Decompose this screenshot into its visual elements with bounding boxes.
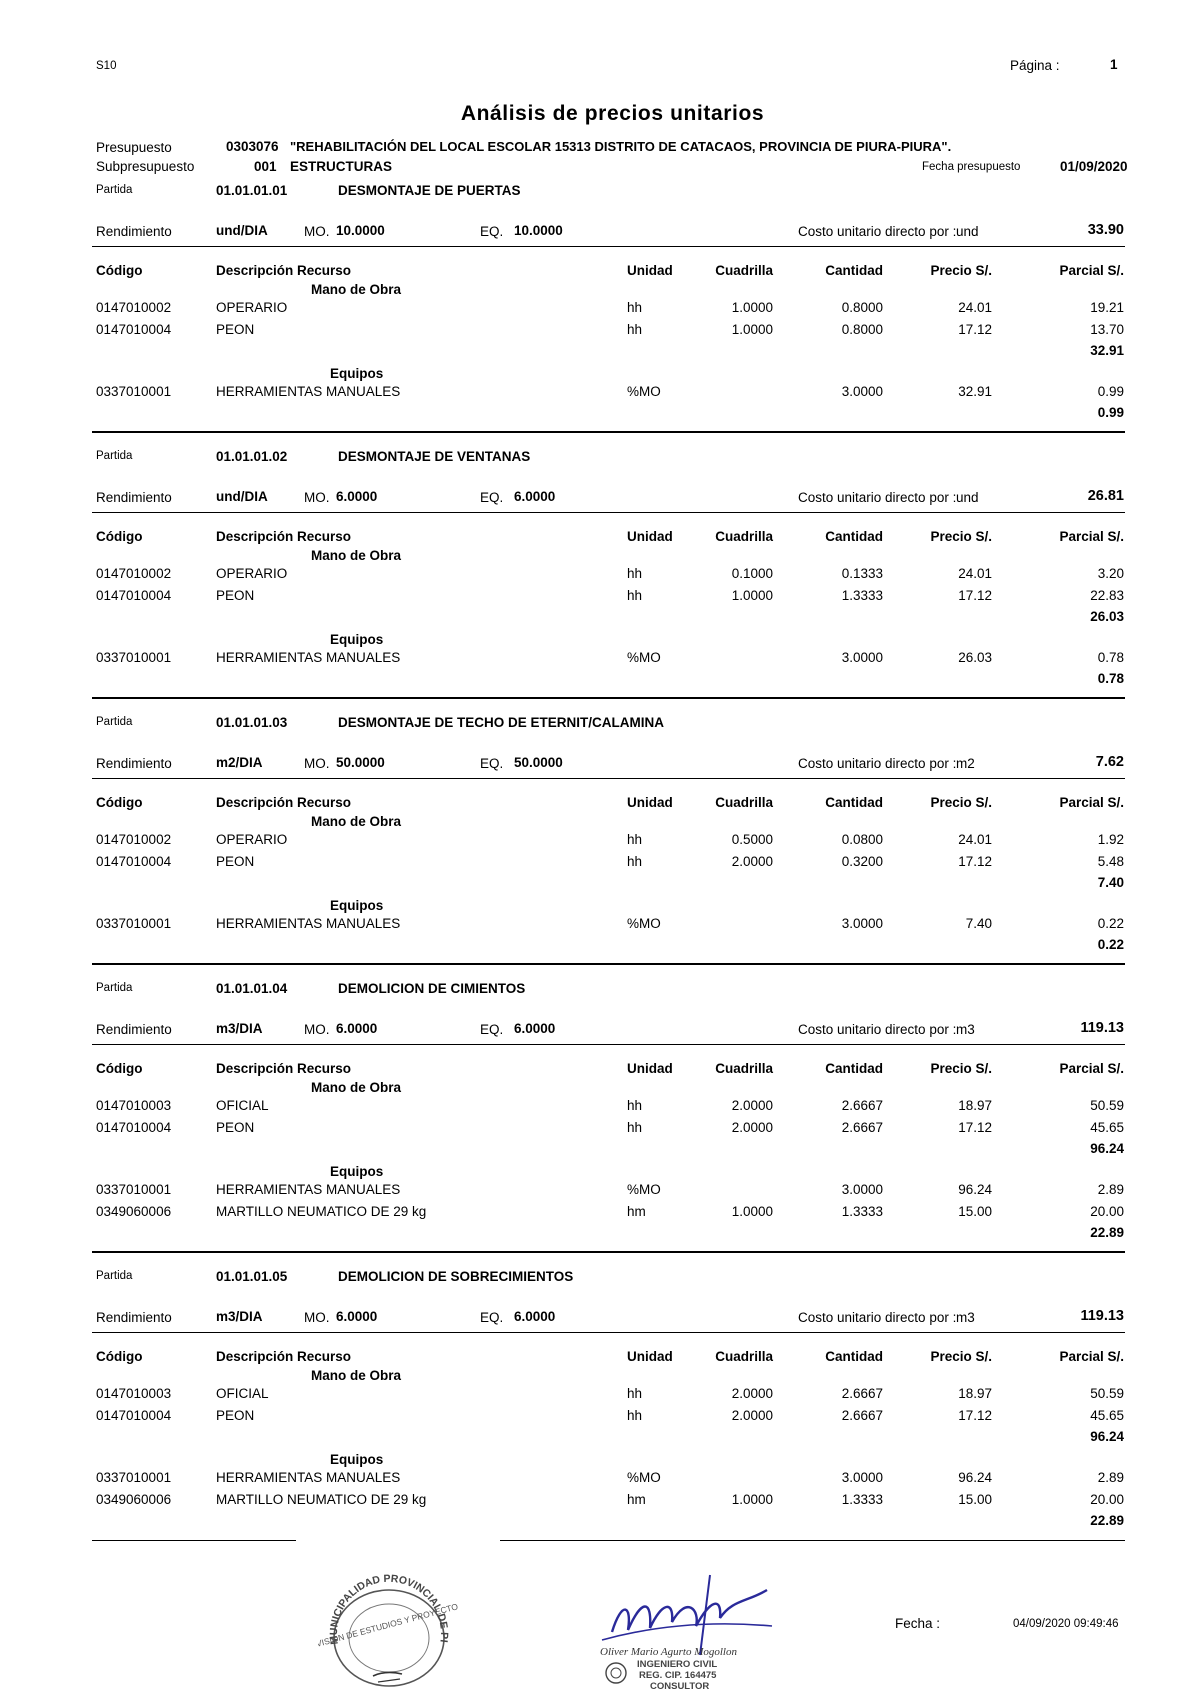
mo-label: MO. <box>304 1022 330 1037</box>
signature-block <box>592 1560 782 1692</box>
col-parcial: Parcial S/. <box>1059 263 1124 278</box>
resource-unit: hh <box>627 566 643 581</box>
resource-code: 0147010004 <box>96 322 172 337</box>
municipal-stamp <box>318 1566 458 1691</box>
group-equipos: Equipos <box>330 898 384 913</box>
resource-description: HERRAMIENTAS MANUALES <box>216 650 401 665</box>
col-codigo: Código <box>96 1061 143 1076</box>
col-cuadrilla: Cuadrilla <box>715 1349 773 1364</box>
resource-unit: hh <box>627 588 643 603</box>
rendimiento-line <box>92 1332 1125 1333</box>
resource-cantidad: 2.6667 <box>841 1120 883 1135</box>
resource-row <box>0 854 1200 872</box>
equipos-subtotal: 0.99 <box>1097 405 1124 420</box>
page-number: 1 <box>1110 57 1118 72</box>
mo-label: MO. <box>304 756 330 771</box>
mano-obra-subtotal: 96.24 <box>1090 1141 1124 1156</box>
resource-cuadrilla: 0.1000 <box>731 566 773 581</box>
resource-cuadrilla: 2.0000 <box>731 1408 773 1423</box>
eq-label: EQ. <box>480 224 504 239</box>
resource-precio: 15.00 <box>958 1204 992 1219</box>
resource-parcial: 20.00 <box>1090 1204 1124 1219</box>
resource-code: 0147010004 <box>96 1408 172 1423</box>
partida-label: Partida <box>96 1270 133 1282</box>
resource-description: HERRAMIENTAS MANUALES <box>216 1182 401 1197</box>
mano-obra-subtotal: 96.24 <box>1090 1429 1124 1444</box>
resource-unit: hh <box>627 832 643 847</box>
col-cantidad: Cantidad <box>825 263 883 278</box>
resource-cuadrilla: 1.0000 <box>731 322 773 337</box>
resource-cantidad: 3.0000 <box>841 916 883 931</box>
rendimiento-label: Rendimiento <box>96 224 172 239</box>
resource-cuadrilla: 2.0000 <box>731 1120 773 1135</box>
mano-obra-subtotal: 7.40 <box>1097 875 1124 890</box>
col-cantidad: Cantidad <box>825 795 883 810</box>
resource-row <box>0 1492 1200 1510</box>
resource-precio: 96.24 <box>958 1470 992 1485</box>
equipos-subtotal: 0.22 <box>1097 937 1124 952</box>
rendimiento-unit: m2/DIA <box>216 755 263 770</box>
resource-row <box>0 832 1200 850</box>
resource-parcial: 1.92 <box>1097 832 1124 847</box>
resource-code: 0147010002 <box>96 300 172 315</box>
rendimiento-unit: m3/DIA <box>216 1021 263 1036</box>
resource-code: 0147010002 <box>96 832 172 847</box>
resource-unit: %MO <box>627 384 661 399</box>
page-label: Página : <box>1010 58 1060 73</box>
rendimiento-label: Rendimiento <box>96 756 172 771</box>
col-cantidad: Cantidad <box>825 1061 883 1076</box>
resource-cuadrilla: 1.0000 <box>731 588 773 603</box>
resource-code: 0147010003 <box>96 1386 172 1401</box>
resource-row <box>0 916 1200 934</box>
costo-unitario-label: Costo unitario directo por : <box>798 1022 957 1037</box>
footer-line-left <box>92 1540 296 1541</box>
resource-parcial: 0.22 <box>1097 916 1124 931</box>
resource-unit: hh <box>627 1120 643 1135</box>
resource-precio: 32.91 <box>958 384 992 399</box>
resource-unit: hm <box>627 1492 646 1507</box>
rendimiento-line <box>92 512 1125 513</box>
resource-description: OPERARIO <box>216 566 288 581</box>
resource-precio: 17.12 <box>958 322 992 337</box>
eq-value: 6.0000 <box>514 1309 556 1324</box>
section-divider <box>92 963 1125 965</box>
mo-value: 6.0000 <box>336 489 378 504</box>
resource-cuadrilla: 0.5000 <box>731 832 773 847</box>
col-unidad: Unidad <box>627 263 673 278</box>
resource-cantidad: 3.0000 <box>841 384 883 399</box>
resource-code: 0147010004 <box>96 854 172 869</box>
resource-precio: 24.01 <box>958 300 992 315</box>
col-codigo: Código <box>96 529 143 544</box>
col-cuadrilla: Cuadrilla <box>715 795 773 810</box>
eq-value: 6.0000 <box>514 489 556 504</box>
stamp-inner-text: DIVISION DE ESTUDIOS Y PROYECTOS <box>318 1599 458 1652</box>
group-equipos: Equipos <box>330 1452 384 1467</box>
resource-parcial: 45.65 <box>1090 1408 1124 1423</box>
resource-description: PEON <box>216 1408 255 1423</box>
resource-unit: hh <box>627 300 643 315</box>
resource-cantidad: 1.3333 <box>841 1492 883 1507</box>
resource-code: 0337010001 <box>96 1470 172 1485</box>
resource-unit: hm <box>627 1204 646 1219</box>
signature-title: INGENIERO CIVIL <box>637 1659 718 1670</box>
resource-unit: hh <box>627 1386 643 1401</box>
presupuesto-label: Presupuesto <box>96 140 172 155</box>
resource-description: PEON <box>216 588 255 603</box>
costo-total: 119.13 <box>1080 1020 1124 1036</box>
resource-description: PEON <box>216 1120 255 1135</box>
subpresupuesto-code: 001 <box>254 159 277 174</box>
resource-description: MARTILLO NEUMATICO DE 29 kg <box>216 1492 427 1507</box>
costo-unitario-label: Costo unitario directo por : <box>798 1310 957 1325</box>
stamp-ring-text: MUNICIPALIDAD PROVINCIAL DE PI <box>327 1572 451 1646</box>
resource-code: 0349060006 <box>96 1492 172 1507</box>
col-precio: Precio S/. <box>930 1349 992 1364</box>
fecha-label: Fecha : <box>895 1616 941 1631</box>
col-unidad: Unidad <box>627 1061 673 1076</box>
group-mano-de-obra: Mano de Obra <box>311 1080 402 1095</box>
partida-section <box>0 1262 1200 1527</box>
resource-precio: 17.12 <box>958 1120 992 1135</box>
costo-unitario-label: Costo unitario directo por : <box>798 224 957 239</box>
costo-unitario-label: Costo unitario directo por : <box>798 490 957 505</box>
resource-precio: 17.12 <box>958 588 992 603</box>
resource-parcial: 22.83 <box>1090 588 1124 603</box>
col-parcial: Parcial S/. <box>1059 1061 1124 1076</box>
col-descripcion: Descripción Recurso <box>216 1349 352 1364</box>
col-parcial: Parcial S/. <box>1059 1349 1124 1364</box>
partida-section <box>0 176 1200 441</box>
resource-unit: hh <box>627 854 643 869</box>
group-mano-de-obra: Mano de Obra <box>311 814 402 829</box>
resource-cantidad: 1.3333 <box>841 588 883 603</box>
presupuesto-code: 0303076 <box>226 139 279 154</box>
fecha-value: 04/09/2020 09:49:46 <box>1013 1618 1119 1630</box>
resource-cantidad: 0.8000 <box>841 322 883 337</box>
mo-label: MO. <box>304 1310 330 1325</box>
resource-precio: 26.03 <box>958 650 992 665</box>
resource-precio: 17.12 <box>958 1408 992 1423</box>
col-codigo: Código <box>96 263 143 278</box>
partida-name: DEMOLICION DE CIMIENTOS <box>338 981 526 996</box>
eq-label: EQ. <box>480 490 504 505</box>
resource-precio: 18.97 <box>958 1098 992 1113</box>
mo-value: 6.0000 <box>336 1309 378 1324</box>
eq-label: EQ. <box>480 1022 504 1037</box>
mo-value: 50.0000 <box>336 755 385 770</box>
subpresupuesto-label: Subpresupuesto <box>96 159 195 174</box>
costo-total: 119.13 <box>1080 1308 1124 1324</box>
col-parcial: Parcial S/. <box>1059 795 1124 810</box>
resource-description: OFICIAL <box>216 1098 269 1113</box>
costo-unitario-label: Costo unitario directo por : <box>798 756 957 771</box>
rendimiento-line <box>92 1044 1125 1045</box>
mo-value: 10.0000 <box>336 223 385 238</box>
resource-description: OFICIAL <box>216 1386 269 1401</box>
resource-code: 0147010004 <box>96 588 172 603</box>
eq-label: EQ. <box>480 1310 504 1325</box>
resource-unit: hh <box>627 1098 643 1113</box>
eq-label: EQ. <box>480 756 504 771</box>
partida-code: 01.01.01.05 <box>216 1269 288 1284</box>
resource-row <box>0 1120 1200 1138</box>
resource-cantidad: 0.3200 <box>841 854 883 869</box>
partida-section <box>0 974 1200 1239</box>
resource-row <box>0 1408 1200 1426</box>
eq-value: 6.0000 <box>514 1021 556 1036</box>
footer-line-right <box>500 1540 1125 1541</box>
resource-row <box>0 300 1200 318</box>
resource-parcial: 0.99 <box>1097 384 1124 399</box>
resource-parcial: 2.89 <box>1097 1182 1124 1197</box>
resource-row <box>0 384 1200 402</box>
resource-unit: %MO <box>627 1470 661 1485</box>
rendimiento-label: Rendimiento <box>96 1022 172 1037</box>
mano-obra-subtotal: 32.91 <box>1090 343 1124 358</box>
resource-cantidad: 2.6667 <box>841 1098 883 1113</box>
resource-row <box>0 1204 1200 1222</box>
eq-value: 10.0000 <box>514 223 563 238</box>
partida-label: Partida <box>96 982 133 994</box>
col-descripcion: Descripción Recurso <box>216 263 352 278</box>
col-cantidad: Cantidad <box>825 529 883 544</box>
col-cuadrilla: Cuadrilla <box>715 263 773 278</box>
resource-parcial: 50.59 <box>1090 1098 1124 1113</box>
subpresupuesto-description: ESTRUCTURAS <box>290 159 393 174</box>
col-unidad: Unidad <box>627 1349 673 1364</box>
resource-description: OPERARIO <box>216 832 288 847</box>
col-descripcion: Descripción Recurso <box>216 529 352 544</box>
mo-label: MO. <box>304 224 330 239</box>
equipos-subtotal: 0.78 <box>1097 671 1124 686</box>
resource-cuadrilla: 1.0000 <box>731 1204 773 1219</box>
col-codigo: Código <box>96 1349 143 1364</box>
resource-parcial: 50.59 <box>1090 1386 1124 1401</box>
partida-label: Partida <box>96 450 133 462</box>
resource-cantidad: 1.3333 <box>841 1204 883 1219</box>
resource-description: OPERARIO <box>216 300 288 315</box>
resource-cantidad: 3.0000 <box>841 1182 883 1197</box>
resource-code: 0147010003 <box>96 1098 172 1113</box>
resource-cantidad: 0.1333 <box>841 566 883 581</box>
resource-code: 0349060006 <box>96 1204 172 1219</box>
resource-row <box>0 1386 1200 1404</box>
partida-code: 01.01.01.01 <box>216 183 288 198</box>
resource-cantidad: 3.0000 <box>841 650 883 665</box>
resource-description: HERRAMIENTAS MANUALES <box>216 1470 401 1485</box>
section-divider <box>92 697 1125 699</box>
presupuesto-description: "REHABILITACIÓN DEL LOCAL ESCOLAR 15313 DISTRITO DE CATACAOS, PROVINCIA DE PIURA-PIURA". <box>290 139 952 154</box>
resource-cantidad: 2.6667 <box>841 1408 883 1423</box>
resource-row <box>0 588 1200 606</box>
partida-name: DESMONTAJE DE PUERTAS <box>338 183 521 198</box>
resource-precio: 24.01 <box>958 832 992 847</box>
resource-precio: 24.01 <box>958 566 992 581</box>
resource-description: HERRAMIENTAS MANUALES <box>216 916 401 931</box>
col-descripcion: Descripción Recurso <box>216 795 352 810</box>
group-mano-de-obra: Mano de Obra <box>311 548 402 563</box>
signature-role: CONSULTOR <box>650 1681 710 1692</box>
resource-cantidad: 2.6667 <box>841 1386 883 1401</box>
resource-parcial: 0.78 <box>1097 650 1124 665</box>
signature-reg: REG. CIP. 164475 <box>639 1670 717 1681</box>
resource-description: HERRAMIENTAS MANUALES <box>216 384 401 399</box>
partida-label: Partida <box>96 184 133 196</box>
resource-cuadrilla: 1.0000 <box>731 300 773 315</box>
costo-total: 7.62 <box>1095 754 1124 770</box>
resource-unit: %MO <box>627 916 661 931</box>
partida-code: 01.01.01.04 <box>216 981 288 996</box>
section-divider <box>92 431 1125 433</box>
eq-value: 50.0000 <box>514 755 563 770</box>
resource-precio: 7.40 <box>965 916 992 931</box>
resource-cantidad: 3.0000 <box>841 1470 883 1485</box>
group-equipos: Equipos <box>330 1164 384 1179</box>
signature-name: Oliver Mario Agurto Mogollon <box>600 1646 737 1658</box>
resource-unit: hh <box>627 322 643 337</box>
resource-row <box>0 322 1200 340</box>
resource-cuadrilla: 2.0000 <box>731 1386 773 1401</box>
costo-unit: m3 <box>956 1022 975 1037</box>
resource-parcial: 20.00 <box>1090 1492 1124 1507</box>
partida-code: 01.01.01.02 <box>216 449 288 464</box>
resource-parcial: 45.65 <box>1090 1120 1124 1135</box>
mo-label: MO. <box>304 490 330 505</box>
col-parcial: Parcial S/. <box>1059 529 1124 544</box>
partida-code: 01.01.01.03 <box>216 715 288 730</box>
resource-unit: %MO <box>627 1182 661 1197</box>
partida-section <box>0 442 1200 707</box>
resource-description: MARTILLO NEUMATICO DE 29 kg <box>216 1204 427 1219</box>
resource-cuadrilla: 1.0000 <box>731 1492 773 1507</box>
resource-parcial: 13.70 <box>1090 322 1124 337</box>
costo-total: 26.81 <box>1087 488 1124 504</box>
resource-precio: 15.00 <box>958 1492 992 1507</box>
resource-code: 0337010001 <box>96 384 172 399</box>
resource-parcial: 2.89 <box>1097 1470 1124 1485</box>
col-precio: Precio S/. <box>930 529 992 544</box>
col-precio: Precio S/. <box>930 1061 992 1076</box>
resource-row <box>0 1182 1200 1200</box>
rendimiento-label: Rendimiento <box>96 1310 172 1325</box>
resource-unit: %MO <box>627 650 661 665</box>
mano-obra-subtotal: 26.03 <box>1090 609 1124 624</box>
resource-unit: hh <box>627 1408 643 1423</box>
resource-cantidad: 0.8000 <box>841 300 883 315</box>
partida-name: DEMOLICION DE SOBRECIMIENTOS <box>338 1269 574 1284</box>
resource-row <box>0 566 1200 584</box>
costo-unit: und <box>956 490 979 505</box>
partida-section <box>0 708 1200 973</box>
resource-cuadrilla: 2.0000 <box>731 854 773 869</box>
resource-row <box>0 1098 1200 1116</box>
resource-row <box>0 650 1200 668</box>
system-code: S10 <box>96 60 117 72</box>
resource-code: 0147010004 <box>96 1120 172 1135</box>
costo-unit: m2 <box>956 756 975 771</box>
col-unidad: Unidad <box>627 795 673 810</box>
mo-value: 6.0000 <box>336 1021 378 1036</box>
partida-label: Partida <box>96 716 133 728</box>
partida-name: DESMONTAJE DE TECHO DE ETERNIT/CALAMINA <box>338 715 665 730</box>
resource-description: PEON <box>216 322 255 337</box>
equipos-subtotal: 22.89 <box>1090 1225 1124 1240</box>
costo-total: 33.90 <box>1087 222 1124 238</box>
rendimiento-line <box>92 246 1125 247</box>
fecha-presupuesto-label: Fecha presupuesto <box>922 161 1021 173</box>
resource-precio: 18.97 <box>958 1386 992 1401</box>
resource-code: 0337010001 <box>96 916 172 931</box>
group-mano-de-obra: Mano de Obra <box>311 282 402 297</box>
rendimiento-label: Rendimiento <box>96 490 172 505</box>
rendimiento-unit: und/DIA <box>216 489 268 504</box>
costo-unit: m3 <box>956 1310 975 1325</box>
resource-cuadrilla: 2.0000 <box>731 1098 773 1113</box>
resource-code: 0337010001 <box>96 650 172 665</box>
col-unidad: Unidad <box>627 529 673 544</box>
col-cuadrilla: Cuadrilla <box>715 1061 773 1076</box>
col-cuadrilla: Cuadrilla <box>715 529 773 544</box>
costo-unit: und <box>956 224 979 239</box>
resource-code: 0147010002 <box>96 566 172 581</box>
rendimiento-unit: m3/DIA <box>216 1309 263 1324</box>
partida-name: DESMONTAJE DE VENTANAS <box>338 449 531 464</box>
rendimiento-unit: und/DIA <box>216 223 268 238</box>
fecha-presupuesto: 01/09/2020 <box>1060 159 1128 174</box>
resource-precio: 17.12 <box>958 854 992 869</box>
equipos-subtotal: 22.89 <box>1090 1513 1124 1528</box>
resource-code: 0337010001 <box>96 1182 172 1197</box>
resource-description: PEON <box>216 854 255 869</box>
section-divider <box>92 1251 1125 1253</box>
resource-parcial: 3.20 <box>1097 566 1124 581</box>
rendimiento-line <box>92 778 1125 779</box>
resource-cantidad: 0.0800 <box>841 832 883 847</box>
col-precio: Precio S/. <box>930 795 992 810</box>
page-title: Análisis de precios unitarios <box>460 102 765 125</box>
resource-precio: 96.24 <box>958 1182 992 1197</box>
group-mano-de-obra: Mano de Obra <box>311 1368 402 1383</box>
col-cantidad: Cantidad <box>825 1349 883 1364</box>
col-descripcion: Descripción Recurso <box>216 1061 352 1076</box>
col-codigo: Código <box>96 795 143 810</box>
resource-parcial: 19.21 <box>1090 300 1124 315</box>
resource-row <box>0 1470 1200 1488</box>
group-equipos: Equipos <box>330 632 384 647</box>
resource-parcial: 5.48 <box>1097 854 1124 869</box>
group-equipos: Equipos <box>330 366 384 381</box>
col-precio: Precio S/. <box>930 263 992 278</box>
